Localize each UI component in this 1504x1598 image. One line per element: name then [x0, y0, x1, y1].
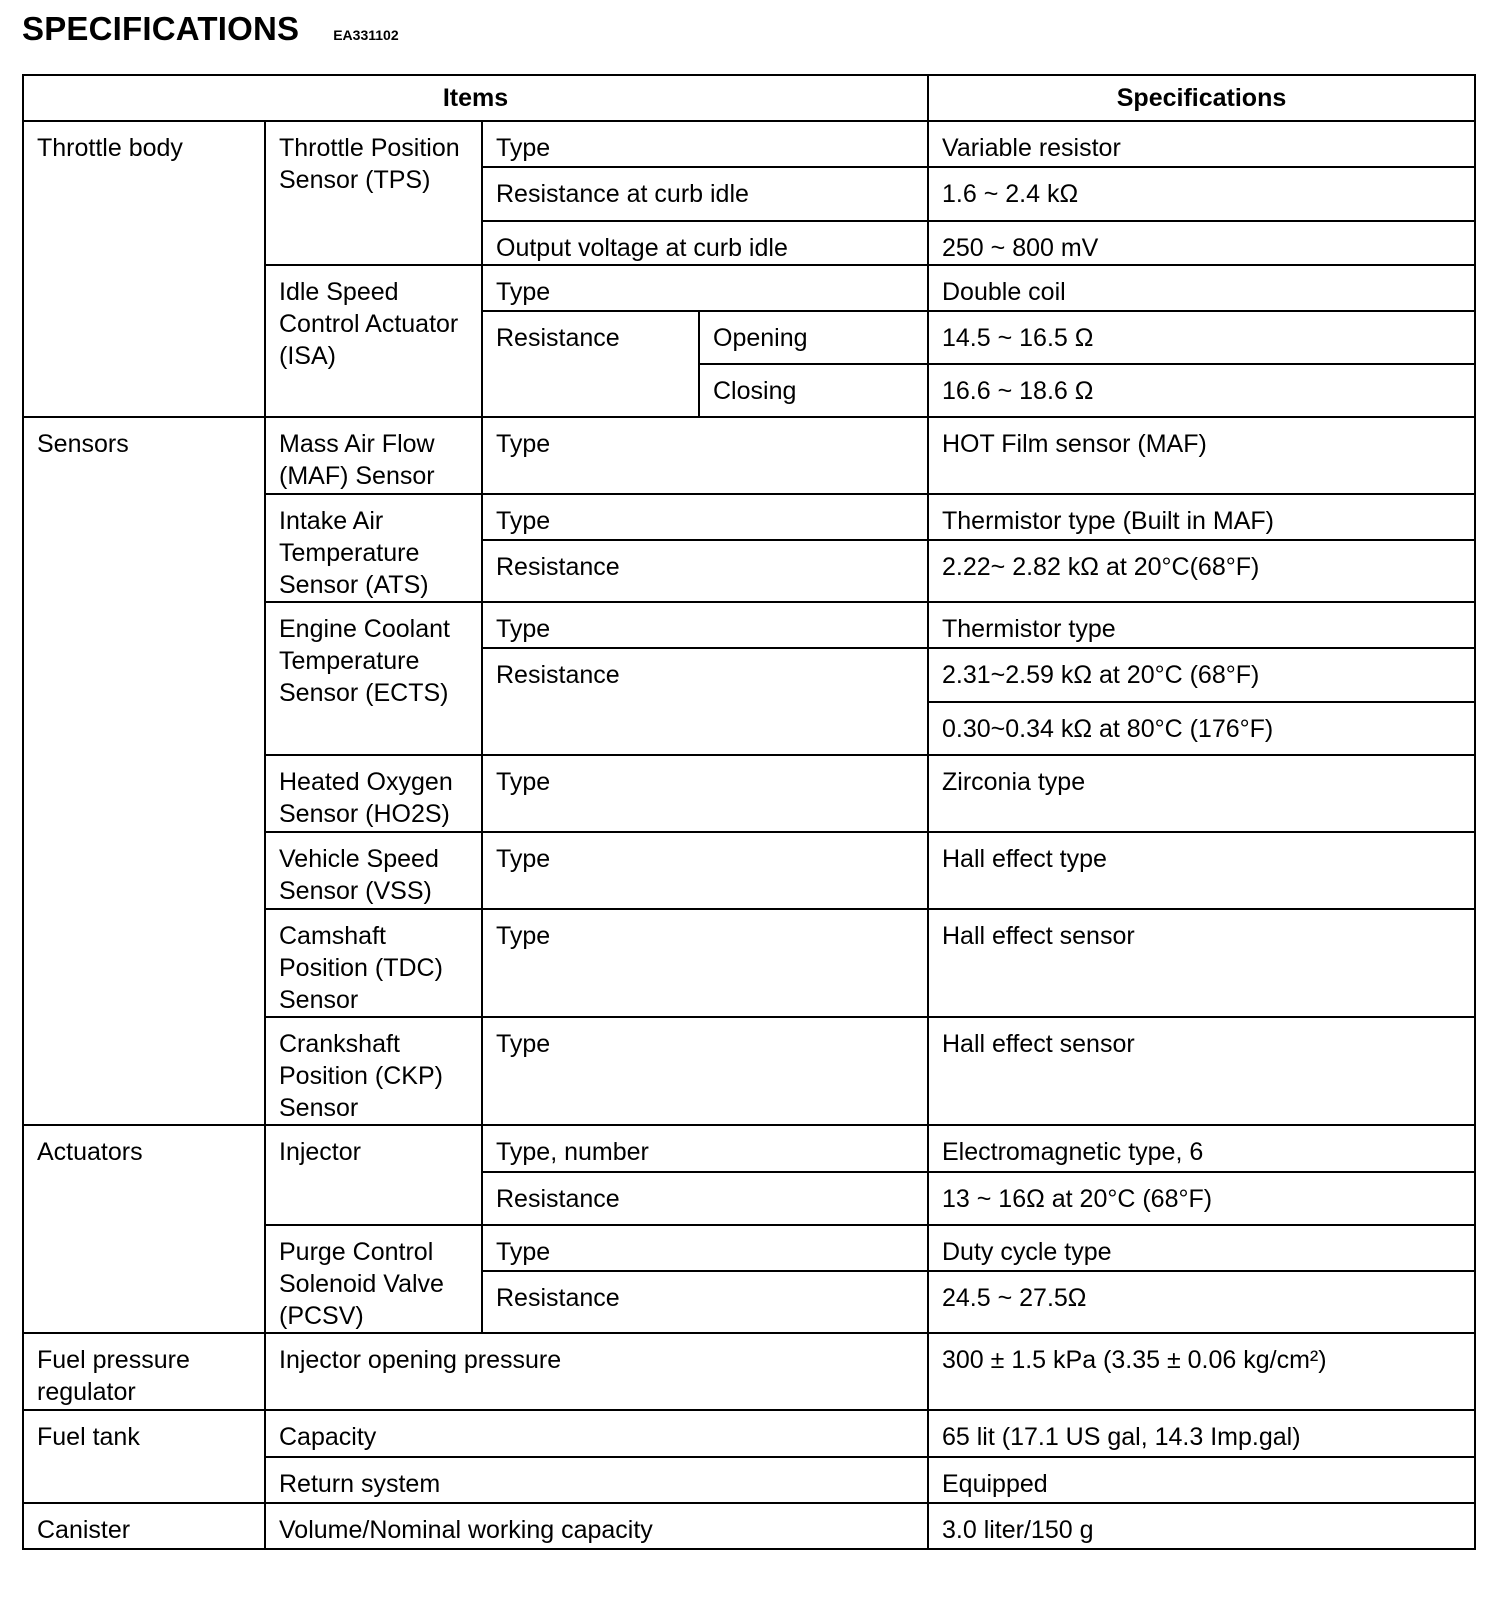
pcsv-type-label: Type: [482, 1225, 928, 1271]
ats-resistance-label: Resistance: [482, 540, 928, 602]
isa-resistance-label: Resistance: [482, 311, 699, 417]
table-row: [23, 1333, 1475, 1410]
injector-type-value: Electromagnetic type, 6: [928, 1125, 1475, 1172]
isa-type-label: Type: [482, 265, 928, 311]
pcsv-type-value: Duty cycle type: [928, 1225, 1475, 1271]
ects-resistance-value-20c: 2.31~2.59 kΩ at 20°C (68°F): [928, 648, 1475, 702]
items-header: Items: [23, 75, 928, 121]
table-row: [23, 1410, 1475, 1457]
group-fuel-tank: Fuel tank: [23, 1410, 265, 1503]
isa-opening-value: 14.5 ~ 16.5 Ω: [928, 311, 1475, 364]
table-row: [23, 1503, 1475, 1549]
injector-opening-pressure-label: Injector opening pressure: [265, 1333, 928, 1410]
ects-label: Engine Coolant Temperature Sensor (ECTS): [265, 602, 482, 755]
page-title: SPECIFICATIONS: [22, 10, 300, 47]
maf-label: Mass Air Flow (MAF) Sensor: [265, 417, 482, 494]
tps-voltage-label: Output voltage at curb idle: [482, 221, 928, 265]
isa-opening-label: Opening: [699, 311, 928, 364]
group-throttle-body: Throttle body: [23, 121, 265, 417]
isa-closing-value: 16.6 ~ 18.6 Ω: [928, 364, 1475, 417]
pcsv-label: Purge Control Solenoid Valve (PCSV): [265, 1225, 482, 1333]
isa-label: Idle Speed Control Actuator (ISA): [265, 265, 482, 417]
ckp-label: Crankshaft Position (CKP) Sensor: [265, 1017, 482, 1125]
ects-resistance-label: Resistance: [482, 648, 928, 755]
ats-type-label: Type: [482, 494, 928, 540]
ho2s-type-label: Type: [482, 755, 928, 832]
canister-capacity-label: Volume/Nominal working capacity: [265, 1503, 928, 1549]
ats-resistance-value: 2.22~ 2.82 kΩ at 20°C(68°F): [928, 540, 1475, 602]
tps-resistance-value: 1.6 ~ 2.4 kΩ: [928, 167, 1475, 221]
ats-type-value: Thermistor type (Built in MAF): [928, 494, 1475, 540]
table-row: [23, 1125, 1475, 1172]
return-system-label: Return system: [265, 1457, 928, 1503]
maf-type-value: HOT Film sensor (MAF): [928, 417, 1475, 494]
document-code: EA331102: [333, 27, 399, 43]
return-system-value: Equipped: [928, 1457, 1475, 1503]
fuel-tank-capacity-value: 65 lit (17.1 US gal, 14.3 Imp.gal): [928, 1410, 1475, 1457]
tdc-label: Camshaft Position (TDC) Sensor: [265, 909, 482, 1017]
injector-resistance-label: Resistance: [482, 1172, 928, 1225]
vss-type-value: Hall effect type: [928, 832, 1475, 909]
injector-resistance-value: 13 ~ 16Ω at 20°C (68°F): [928, 1172, 1475, 1225]
pcsv-resistance-value: 24.5 ~ 27.5Ω: [928, 1271, 1475, 1333]
tps-type-value: Variable resistor: [928, 121, 1475, 167]
ho2s-type-value: Zirconia type: [928, 755, 1475, 832]
ects-type-label: Type: [482, 602, 928, 648]
specifications-table: [22, 74, 1476, 1550]
vss-type-label: Type: [482, 832, 928, 909]
injector-label: Injector: [265, 1125, 482, 1225]
group-canister: Canister: [23, 1503, 265, 1549]
pcsv-resistance-label: Resistance: [482, 1271, 928, 1333]
maf-type-label: Type: [482, 417, 928, 494]
fuel-tank-capacity-label: Capacity: [265, 1410, 928, 1457]
specifications-header: Specifications: [928, 75, 1475, 121]
group-sensors: Sensors: [23, 417, 265, 1125]
injector-type-label: Type, number: [482, 1125, 928, 1172]
injector-opening-pressure-value: 300 ± 1.5 kPa (3.35 ± 0.06 kg/cm²): [928, 1333, 1475, 1410]
page-heading: [22, 10, 399, 48]
group-fuel-pressure-regulator: Fuel pressure regulator: [23, 1333, 265, 1410]
group-actuators: Actuators: [23, 1125, 265, 1333]
tps-type-label: Type: [482, 121, 928, 167]
isa-closing-label: Closing: [699, 364, 928, 417]
ects-type-value: Thermistor type: [928, 602, 1475, 648]
ckp-type-value: Hall effect sensor: [928, 1017, 1475, 1125]
ects-resistance-value-80c: 0.30~0.34 kΩ at 80°C (176°F): [928, 702, 1475, 755]
tdc-type-value: Hall effect sensor: [928, 909, 1475, 1017]
table-header-row: [23, 75, 1475, 121]
tps-voltage-value: 250 ~ 800 mV: [928, 221, 1475, 265]
vss-label: Vehicle Speed Sensor (VSS): [265, 832, 482, 909]
tdc-type-label: Type: [482, 909, 928, 1017]
tps-resistance-label: Resistance at curb idle: [482, 167, 928, 221]
table-row: [23, 417, 1475, 494]
ats-label: Intake Air Temperature Sensor (ATS): [265, 494, 482, 602]
canister-capacity-value: 3.0 liter/150 g: [928, 1503, 1475, 1549]
tps-label: Throttle Position Sensor (TPS): [265, 121, 482, 265]
table-row: [23, 121, 1475, 167]
ho2s-label: Heated Oxygen Sensor (HO2S): [265, 755, 482, 832]
ckp-type-label: Type: [482, 1017, 928, 1125]
isa-type-value: Double coil: [928, 265, 1475, 311]
